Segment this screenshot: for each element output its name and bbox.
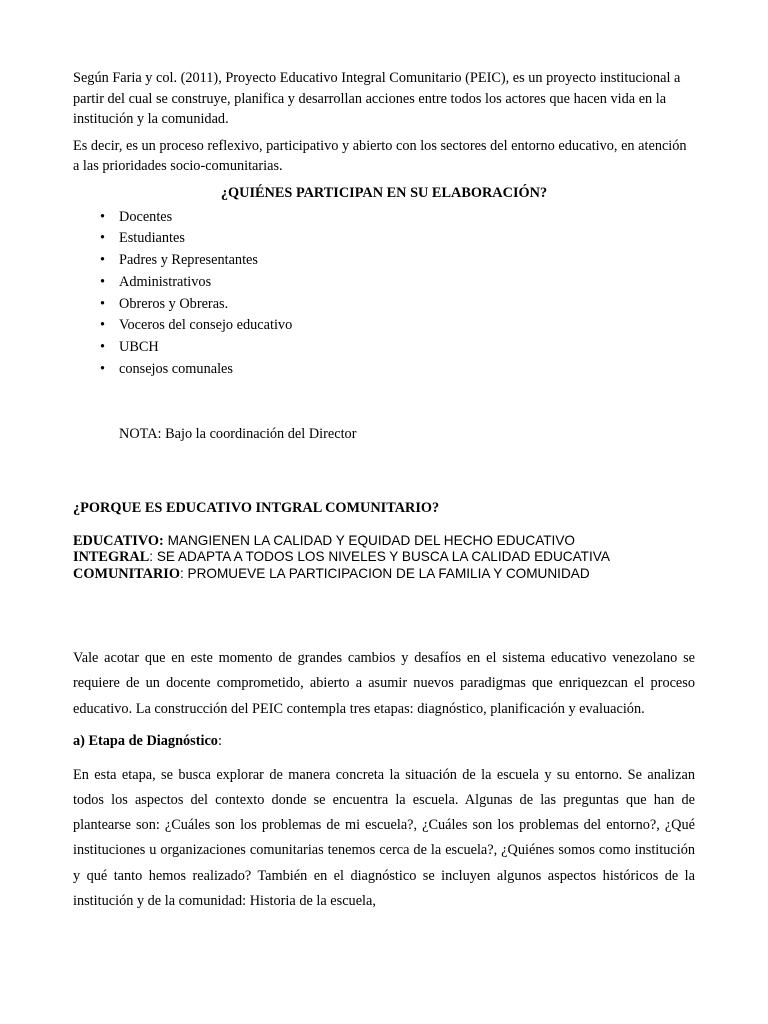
list-item-text: Padres y Representantes xyxy=(119,252,258,269)
definition-educativo xyxy=(73,533,695,549)
stage-a-colon: : xyxy=(217,732,222,749)
definition-text: : PROMUEVE LA PARTICIPACION DE LA FAMILIA Y COMUNIDAD xyxy=(179,565,590,581)
list-item xyxy=(100,272,695,294)
coordination-note: NOTA: Bajo la coordinación del Director xyxy=(119,425,357,442)
why-heading: ¿PORQUE ES EDUCATIVO INTGRAL COMUNITARIO? xyxy=(73,499,440,516)
list-item xyxy=(100,207,695,229)
definitions-block xyxy=(73,533,695,582)
document-page xyxy=(73,68,695,914)
definition-text: MANGIENEN LA CALIDAD Y EQUIDAD DEL HECHO EDUCATIVO xyxy=(163,532,575,548)
definition-term: EDUCATIVO: xyxy=(73,532,164,549)
list-item xyxy=(100,315,695,337)
bullet-icon: • xyxy=(100,252,106,269)
body-paragraph-2: En esta etapa, se busca explorar de manera concreta la situación de la escuela y su entorno. Se analizan todos los aspectos del contexto donde se encuentra la escuela. Algunas de las preguntas que han de plantearse son: ¿Cuáles son los problemas de mi escuela?, ¿Cuáles son los problemas del entorno?, ¿Qué instituciones u organizaciones comunitarias tenemos cerca de la escuela?, ¿Quiénes somos como institución y qué tanto hemos realizado? También en el diagnóstico se incluyen algunos aspectos históricos de la institución y de la comunidad: Historia de la escuela, xyxy=(73,766,695,909)
definition-term: COMUNITARIO xyxy=(73,565,180,582)
list-item xyxy=(100,294,695,316)
list-item xyxy=(100,337,695,359)
definition-integral xyxy=(73,549,695,565)
bullet-icon: • xyxy=(100,317,106,334)
list-item xyxy=(100,359,695,381)
definition-text: : SE ADAPTA A TODOS LOS NIVELES Y BUSCA LA CALIDAD EDUCATIVA xyxy=(149,549,610,565)
bullet-icon: • xyxy=(100,230,106,247)
intro-paragraph-1: Según Faria y col. (2011), Proyecto Educativo Integral Comunitario (PEIC), es un proyecto institucional a partir del cual se construye, planifica y desarrollan acciones entre todos los actores que hacen vida en la institución y la comunidad. xyxy=(73,70,681,127)
stage-a-heading xyxy=(73,731,695,751)
list-item-text: consejos comunales xyxy=(119,361,233,378)
bullet-icon: • xyxy=(100,361,106,378)
list-item-text: Voceros del consejo educativo xyxy=(119,317,293,334)
intro-paragraph-2: Es decir, es un proceso reflexivo, participativo y abierto con los sectores del entorno educativo, en atención a las prioridades socio-comunitarias. xyxy=(73,137,687,174)
list-item-text: Docentes xyxy=(119,208,173,225)
list-item xyxy=(100,250,695,272)
bullet-icon: • xyxy=(100,339,106,356)
bullet-icon: • xyxy=(100,273,106,290)
stage-a-title: a) Etapa de Diagnóstico xyxy=(73,732,218,749)
list-item-text: Administrativos xyxy=(119,273,212,290)
bullet-icon: • xyxy=(100,208,106,225)
list-item-text: Estudiantes xyxy=(119,230,185,247)
definition-comunitario xyxy=(73,566,695,582)
list-item-text: UBCH xyxy=(119,339,159,356)
list-item-text: Obreros y Obreras. xyxy=(119,295,229,312)
list-item xyxy=(100,228,695,250)
participants-list xyxy=(73,207,695,381)
bullet-icon: • xyxy=(100,295,106,312)
definition-term: INTEGRAL xyxy=(73,549,150,566)
body-paragraph-1: Vale acotar que en este momento de grandes cambios y desafíos en el sistema educativo venezolano se requiere de un docente comprometido, abierto a asumir nuevos paradigmas que enriquezcan el proceso educativo. La construcción del PEIC contempla tres etapas: diagnóstico, planificación y evaluación. xyxy=(73,650,695,717)
participants-heading: ¿QUIÉNES PARTICIPAN EN SU ELABORACIÓN? xyxy=(220,184,548,201)
